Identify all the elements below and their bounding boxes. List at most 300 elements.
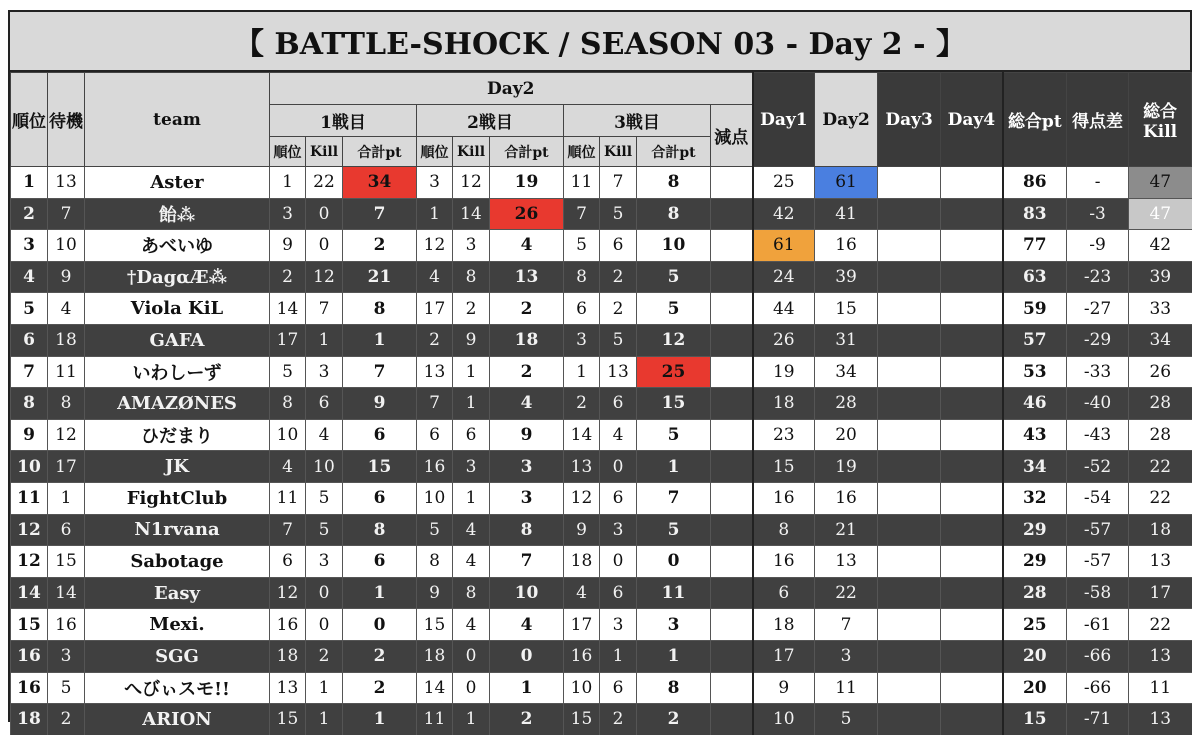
match3-kill-cell: 7 [600, 167, 637, 199]
day1-cell: 24 [753, 261, 815, 293]
total-kill-cell: 13 [1129, 640, 1192, 672]
match3-rank-cell: 2 [564, 388, 600, 420]
match2-pt-cell: 2 [490, 704, 564, 735]
total-kill-cell: 22 [1129, 482, 1192, 514]
total-kill-cell: 47 [1129, 198, 1192, 230]
table-row [11, 546, 1200, 578]
penalty-cell [711, 577, 753, 609]
match2-kill-cell: 8 [453, 577, 490, 609]
table-row [11, 324, 1200, 356]
penalty-cell [711, 546, 753, 578]
day1-cell: 19 [753, 356, 815, 388]
rank-cell: 8 [11, 388, 48, 420]
day4-cell [941, 230, 1003, 262]
match1-rank-cell: 15 [270, 704, 306, 735]
day4-cell [941, 577, 1003, 609]
day3-cell [878, 672, 941, 704]
total-pt-cell: 25 [1003, 609, 1067, 641]
match3-rank-cell: 16 [564, 640, 600, 672]
match3-pt-cell: 8 [637, 198, 711, 230]
match1-pt-cell: 8 [343, 514, 417, 546]
match1-rank-cell: 18 [270, 640, 306, 672]
diff-cell: -43 [1067, 419, 1129, 451]
match2-pt-cell: 26 [490, 198, 564, 230]
table-row [11, 293, 1200, 325]
match1-kill-cell: 0 [306, 609, 343, 641]
match3-kill-cell: 3 [600, 514, 637, 546]
total-kill-cell: 11 [1129, 672, 1192, 704]
match1-kill-cell: 4 [306, 419, 343, 451]
match1-kill-cell: 5 [306, 514, 343, 546]
total-pt-cell: 63 [1003, 261, 1067, 293]
day3-cell [878, 546, 941, 578]
diff-cell: -71 [1067, 704, 1129, 735]
day3-cell [878, 261, 941, 293]
match1-kill-cell: 22 [306, 167, 343, 199]
rank-cell: 16 [11, 640, 48, 672]
day4-cell [941, 514, 1003, 546]
header-rank: 順位 [11, 73, 48, 167]
rank-cell: 1 [11, 167, 48, 199]
header-total-kill: 総合Kill [1129, 73, 1192, 167]
total-pt-cell: 43 [1003, 419, 1067, 451]
table-row [11, 198, 1200, 230]
subheader-kill: Kill [453, 137, 490, 167]
day4-cell [941, 704, 1003, 735]
match1-rank-cell: 3 [270, 198, 306, 230]
match2-kill-cell: 1 [453, 356, 490, 388]
day4-cell [941, 388, 1003, 420]
match3-rank-cell: 6 [564, 293, 600, 325]
match2-pt-cell: 2 [490, 356, 564, 388]
penalty-cell [711, 293, 753, 325]
day3-cell [878, 293, 941, 325]
day2-cell: 34 [815, 356, 878, 388]
day2-cell: 20 [815, 419, 878, 451]
rank-cell: 5 [11, 293, 48, 325]
match2-pt-cell: 9 [490, 419, 564, 451]
rank-cell: 10 [11, 451, 48, 483]
match2-pt-cell: 10 [490, 577, 564, 609]
match2-rank-cell: 4 [417, 261, 453, 293]
table-row [11, 451, 1200, 483]
day1-cell: 44 [753, 293, 815, 325]
match3-rank-cell: 7 [564, 198, 600, 230]
rank-cell: 18 [11, 704, 48, 735]
standby-cell: 5 [48, 672, 85, 704]
rank-cell: 15 [11, 609, 48, 641]
day2-cell: 5 [815, 704, 878, 735]
day1-cell: 18 [753, 609, 815, 641]
match2-rank-cell: 10 [417, 482, 453, 514]
total-kill-cell: 18 [1129, 514, 1192, 546]
match2-kill-cell: 6 [453, 419, 490, 451]
total-pt-cell: 20 [1003, 640, 1067, 672]
penalty-cell [711, 261, 753, 293]
rank-cell: 16 [11, 672, 48, 704]
match3-pt-cell: 5 [637, 419, 711, 451]
day1-cell: 15 [753, 451, 815, 483]
team-name-cell: JK [85, 451, 270, 483]
day2-cell: 16 [815, 230, 878, 262]
match2-kill-cell: 3 [453, 230, 490, 262]
diff-cell: -54 [1067, 482, 1129, 514]
match1-kill-cell: 5 [306, 482, 343, 514]
match1-rank-cell: 17 [270, 324, 306, 356]
match2-rank-cell: 7 [417, 388, 453, 420]
header-match2: 2戦目 [417, 105, 564, 137]
total-pt-cell: 77 [1003, 230, 1067, 262]
day4-cell [941, 293, 1003, 325]
match2-pt-cell: 7 [490, 546, 564, 578]
subheader-rank: 順位 [417, 137, 453, 167]
table-row [11, 672, 1200, 704]
match3-pt-cell: 12 [637, 324, 711, 356]
total-kill-cell: 17 [1129, 577, 1192, 609]
match1-kill-cell: 6 [306, 388, 343, 420]
total-pt-cell: 57 [1003, 324, 1067, 356]
match1-pt-cell: 2 [343, 672, 417, 704]
match2-kill-cell: 4 [453, 546, 490, 578]
match2-pt-cell: 1 [490, 672, 564, 704]
day4-cell [941, 482, 1003, 514]
day3-cell [878, 388, 941, 420]
match3-kill-cell: 6 [600, 577, 637, 609]
diff-cell: -23 [1067, 261, 1129, 293]
match2-kill-cell: 0 [453, 640, 490, 672]
day3-cell [878, 356, 941, 388]
day3-cell [878, 324, 941, 356]
match2-rank-cell: 8 [417, 546, 453, 578]
match2-kill-cell: 9 [453, 324, 490, 356]
day2-cell: 3 [815, 640, 878, 672]
table-row [11, 704, 1200, 735]
penalty-cell [711, 167, 753, 199]
diff-cell: -58 [1067, 577, 1129, 609]
match2-pt-cell: 8 [490, 514, 564, 546]
match2-rank-cell: 16 [417, 451, 453, 483]
match3-rank-cell: 5 [564, 230, 600, 262]
match3-kill-cell: 4 [600, 419, 637, 451]
rank-cell: 14 [11, 577, 48, 609]
day2-cell: 16 [815, 482, 878, 514]
match1-rank-cell: 12 [270, 577, 306, 609]
standby-cell: 1 [48, 482, 85, 514]
match1-pt-cell: 8 [343, 293, 417, 325]
day3-cell [878, 577, 941, 609]
day2-cell: 13 [815, 546, 878, 578]
match1-pt-cell: 7 [343, 356, 417, 388]
match2-rank-cell: 5 [417, 514, 453, 546]
match2-kill-cell: 3 [453, 451, 490, 483]
rank-cell: 12 [11, 546, 48, 578]
match1-rank-cell: 1 [270, 167, 306, 199]
rank-cell: 6 [11, 324, 48, 356]
day4-cell [941, 546, 1003, 578]
match2-kill-cell: 1 [453, 482, 490, 514]
match2-rank-cell: 13 [417, 356, 453, 388]
match2-pt-cell: 19 [490, 167, 564, 199]
diff-cell: -61 [1067, 609, 1129, 641]
match3-kill-cell: 6 [600, 388, 637, 420]
day3-cell [878, 704, 941, 735]
match1-pt-cell: 6 [343, 546, 417, 578]
match3-pt-cell: 5 [637, 514, 711, 546]
standings-table [10, 72, 1200, 735]
standby-cell: 15 [48, 546, 85, 578]
day1-cell: 61 [753, 230, 815, 262]
diff-cell: -57 [1067, 514, 1129, 546]
match2-kill-cell: 2 [453, 293, 490, 325]
rank-cell: 4 [11, 261, 48, 293]
match3-kill-cell: 2 [600, 261, 637, 293]
standings-rows [11, 167, 1200, 735]
match3-rank-cell: 13 [564, 451, 600, 483]
match2-kill-cell: 12 [453, 167, 490, 199]
match1-kill-cell: 0 [306, 577, 343, 609]
match3-kill-cell: 2 [600, 293, 637, 325]
match2-pt-cell: 4 [490, 388, 564, 420]
match3-rank-cell: 17 [564, 609, 600, 641]
day4-cell [941, 672, 1003, 704]
standby-cell: 14 [48, 577, 85, 609]
day1-cell: 16 [753, 546, 815, 578]
day2-cell: 15 [815, 293, 878, 325]
header-total-pt: 総合pt [1003, 73, 1067, 167]
match1-pt-cell: 34 [343, 167, 417, 199]
subheader-kill: Kill [600, 137, 637, 167]
match2-kill-cell: 4 [453, 609, 490, 641]
team-name-cell: FightClub [85, 482, 270, 514]
rank-cell: 9 [11, 419, 48, 451]
day1-cell: 9 [753, 672, 815, 704]
match3-rank-cell: 8 [564, 261, 600, 293]
total-pt-cell: 34 [1003, 451, 1067, 483]
match2-kill-cell: 8 [453, 261, 490, 293]
day3-cell [878, 230, 941, 262]
standings-board [8, 10, 1192, 722]
match3-kill-cell: 3 [600, 609, 637, 641]
match1-kill-cell: 12 [306, 261, 343, 293]
standby-cell: 8 [48, 388, 85, 420]
header-day2-group: Day2 [270, 73, 753, 105]
match1-kill-cell: 1 [306, 704, 343, 735]
match1-pt-cell: 6 [343, 419, 417, 451]
subheader-rank: 順位 [270, 137, 306, 167]
match1-pt-cell: 1 [343, 704, 417, 735]
diff-cell: -33 [1067, 356, 1129, 388]
total-kill-cell: 26 [1129, 356, 1192, 388]
match3-kill-cell: 6 [600, 482, 637, 514]
header-diff: 得点差 [1067, 73, 1129, 167]
match2-rank-cell: 1 [417, 198, 453, 230]
penalty-cell [711, 704, 753, 735]
match1-rank-cell: 13 [270, 672, 306, 704]
match3-pt-cell: 5 [637, 261, 711, 293]
total-kill-cell: 13 [1129, 704, 1192, 735]
match2-rank-cell: 17 [417, 293, 453, 325]
total-pt-cell: 86 [1003, 167, 1067, 199]
match1-rank-cell: 9 [270, 230, 306, 262]
match3-rank-cell: 10 [564, 672, 600, 704]
match3-pt-cell: 15 [637, 388, 711, 420]
rank-cell: 11 [11, 482, 48, 514]
day4-cell [941, 167, 1003, 199]
match2-rank-cell: 3 [417, 167, 453, 199]
total-kill-cell: 22 [1129, 609, 1192, 641]
rank-cell: 2 [11, 198, 48, 230]
total-pt-cell: 59 [1003, 293, 1067, 325]
table-row [11, 482, 1200, 514]
header-standby: 待機 [48, 73, 85, 167]
match2-kill-cell: 1 [453, 388, 490, 420]
total-kill-cell: 28 [1129, 419, 1192, 451]
match2-rank-cell: 2 [417, 324, 453, 356]
penalty-cell [711, 198, 753, 230]
total-kill-cell: 34 [1129, 324, 1192, 356]
match1-rank-cell: 11 [270, 482, 306, 514]
header-day2: Day2 [815, 73, 878, 167]
match1-pt-cell: 1 [343, 324, 417, 356]
match1-pt-cell: 21 [343, 261, 417, 293]
total-kill-cell: 28 [1129, 388, 1192, 420]
penalty-cell [711, 640, 753, 672]
header-penalty: 減点 [711, 105, 753, 167]
penalty-cell [711, 609, 753, 641]
standby-cell: 7 [48, 198, 85, 230]
match2-pt-cell: 3 [490, 451, 564, 483]
match2-rank-cell: 11 [417, 704, 453, 735]
match2-rank-cell: 12 [417, 230, 453, 262]
penalty-cell [711, 324, 753, 356]
diff-cell: -27 [1067, 293, 1129, 325]
diff-cell: -57 [1067, 546, 1129, 578]
standby-cell: 3 [48, 640, 85, 672]
total-pt-cell: 32 [1003, 482, 1067, 514]
standby-cell: 10 [48, 230, 85, 262]
header-day1: Day1 [753, 73, 815, 167]
match3-rank-cell: 15 [564, 704, 600, 735]
total-kill-cell: 39 [1129, 261, 1192, 293]
match3-kill-cell: 0 [600, 546, 637, 578]
match3-pt-cell: 3 [637, 609, 711, 641]
standby-cell: 6 [48, 514, 85, 546]
match3-pt-cell: 10 [637, 230, 711, 262]
standby-cell: 18 [48, 324, 85, 356]
table-row [11, 167, 1200, 199]
team-name-cell: GAFA [85, 324, 270, 356]
penalty-cell [711, 672, 753, 704]
day2-cell: 39 [815, 261, 878, 293]
match1-rank-cell: 8 [270, 388, 306, 420]
day1-cell: 25 [753, 167, 815, 199]
total-pt-cell: 20 [1003, 672, 1067, 704]
subheader-pt: 合計pt [637, 137, 711, 167]
match3-kill-cell: 5 [600, 198, 637, 230]
match3-pt-cell: 8 [637, 167, 711, 199]
team-name-cell: N1rvana [85, 514, 270, 546]
match2-pt-cell: 18 [490, 324, 564, 356]
match3-rank-cell: 14 [564, 419, 600, 451]
match2-pt-cell: 4 [490, 230, 564, 262]
total-kill-cell: 13 [1129, 546, 1192, 578]
match1-rank-cell: 10 [270, 419, 306, 451]
match1-pt-cell: 1 [343, 577, 417, 609]
match1-pt-cell: 0 [343, 609, 417, 641]
table-row [11, 419, 1200, 451]
penalty-cell [711, 356, 753, 388]
day2-cell: 41 [815, 198, 878, 230]
match1-pt-cell: 15 [343, 451, 417, 483]
match3-pt-cell: 0 [637, 546, 711, 578]
match1-pt-cell: 2 [343, 230, 417, 262]
match1-rank-cell: 7 [270, 514, 306, 546]
match3-kill-cell: 13 [600, 356, 637, 388]
team-name-cell: いわしーず [85, 356, 270, 388]
header-day3: Day3 [878, 73, 941, 167]
total-pt-cell: 15 [1003, 704, 1067, 735]
total-pt-cell: 83 [1003, 198, 1067, 230]
match1-rank-cell: 2 [270, 261, 306, 293]
match2-pt-cell: 3 [490, 482, 564, 514]
header-day4: Day4 [941, 73, 1003, 167]
day2-cell: 11 [815, 672, 878, 704]
total-pt-cell: 28 [1003, 577, 1067, 609]
subheader-kill: Kill [306, 137, 343, 167]
match3-rank-cell: 18 [564, 546, 600, 578]
match2-rank-cell: 6 [417, 419, 453, 451]
table-row [11, 261, 1200, 293]
diff-cell: -3 [1067, 198, 1129, 230]
team-name-cell: ひだまり [85, 419, 270, 451]
diff-cell: - [1067, 167, 1129, 199]
diff-cell: -29 [1067, 324, 1129, 356]
match1-pt-cell: 2 [343, 640, 417, 672]
team-name-cell: AMAZØNES [85, 388, 270, 420]
match1-rank-cell: 16 [270, 609, 306, 641]
day3-cell [878, 514, 941, 546]
match1-kill-cell: 2 [306, 640, 343, 672]
day1-cell: 10 [753, 704, 815, 735]
match1-kill-cell: 10 [306, 451, 343, 483]
match1-pt-cell: 7 [343, 198, 417, 230]
table-row [11, 356, 1200, 388]
match1-kill-cell: 3 [306, 546, 343, 578]
day2-cell: 61 [815, 167, 878, 199]
subheader-pt: 合計pt [490, 137, 564, 167]
match2-rank-cell: 15 [417, 609, 453, 641]
day2-cell: 7 [815, 609, 878, 641]
total-kill-cell: 22 [1129, 451, 1192, 483]
subheader-rank: 順位 [564, 137, 600, 167]
penalty-cell [711, 482, 753, 514]
standby-cell: 12 [48, 419, 85, 451]
total-kill-cell: 42 [1129, 230, 1192, 262]
day2-cell: 22 [815, 577, 878, 609]
match1-kill-cell: 0 [306, 230, 343, 262]
diff-cell: -52 [1067, 451, 1129, 483]
day2-cell: 19 [815, 451, 878, 483]
match2-pt-cell: 2 [490, 293, 564, 325]
diff-cell: -66 [1067, 640, 1129, 672]
team-name-cell: Sabotage [85, 546, 270, 578]
page-title: 【 BATTLE-SHOCK / SEASON 03 - Day 2 - 】 [10, 12, 1190, 72]
day3-cell [878, 419, 941, 451]
team-name-cell: へびぃスモ!! [85, 672, 270, 704]
match3-kill-cell: 6 [600, 672, 637, 704]
day1-cell: 6 [753, 577, 815, 609]
table-row [11, 230, 1200, 262]
